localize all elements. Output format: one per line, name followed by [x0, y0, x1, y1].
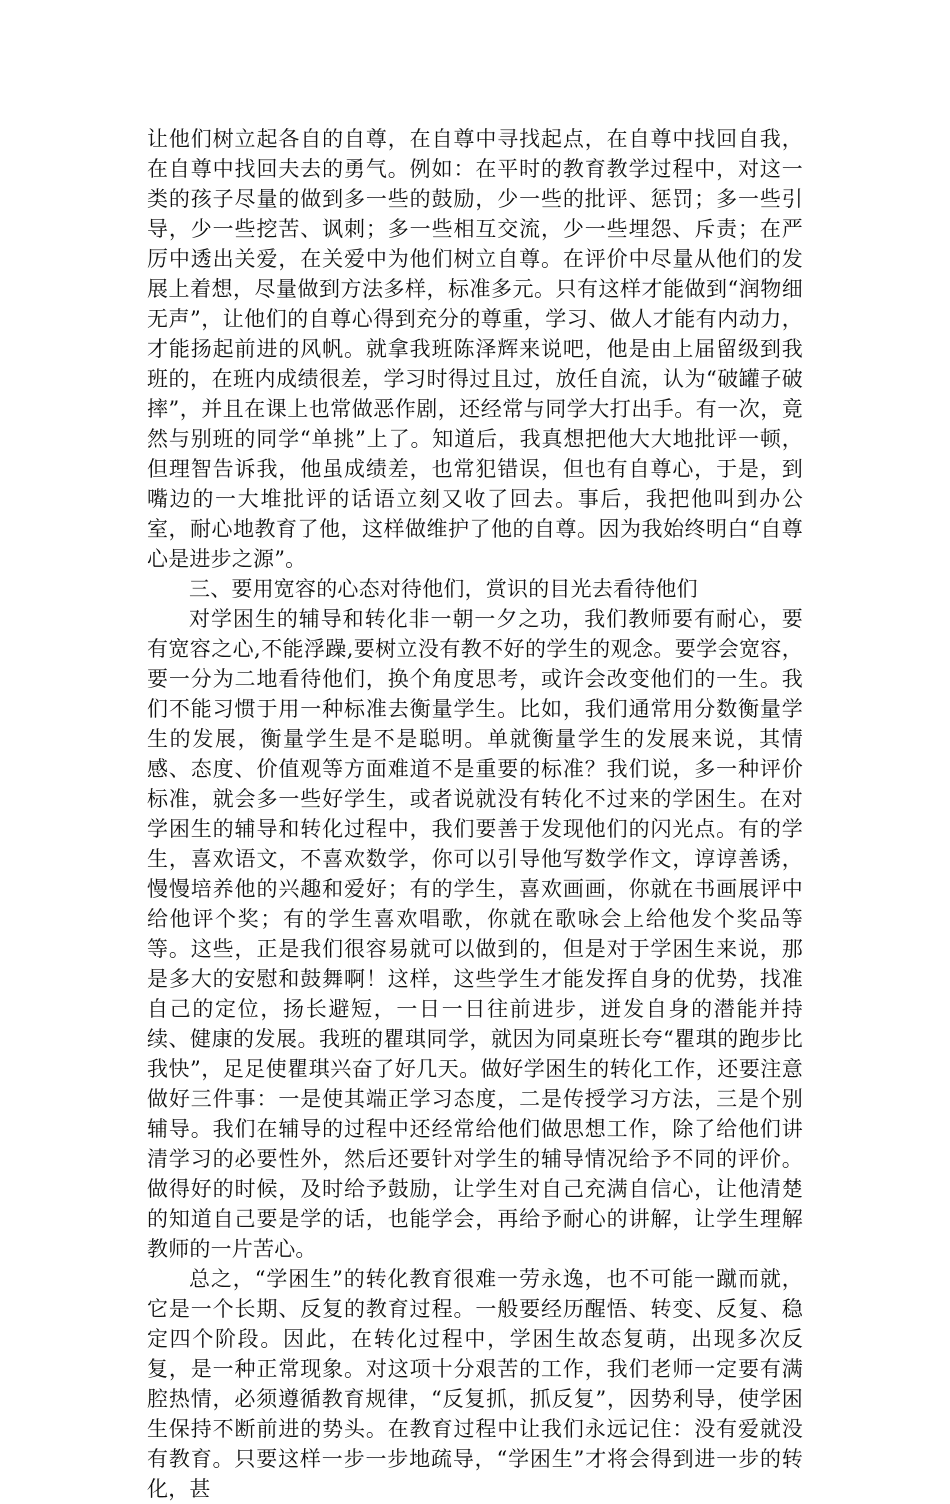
paragraph-tolerance: 对学困生的辅导和转化非一朝一夕之功，我们教师要有耐心，要有宽容之心,不能浮躁,要树立没有教不好的学生的观念。要学会宽容，要一分为二地看待他们，换个角度思考，或许会改变他们的一生。我们不能习惯于用一种标准去衡量学生。比如，我们通常用分数衡量学生的发展，衡量学生是不是聪明。单就衡量学生的发展来说，其情感、态度、价值观等方面难道不是重要的标准？我们说，多一种评价标准，就会多一些好学生，或者说就没有转化不过来的学困生。在对学困生的辅导和转化过程中，我们要善于发现他们的闪光点。有的学生，喜欢语文，不喜欢数学，你可以引导他写数学作文，谆谆善诱，慢慢培养他的兴趣和爱好；有的学生，喜欢画画，你就在书画展评中给他评个奖；有的学生喜欢唱歌，你就在歌咏会上给他发个奖品等等。这些，正是我们很容易就可以做到的，但是对于学困生来说，那是多大的安慰和鼓舞啊！这样，这些学生才能发挥自身的优势，找准自己的定位，扬长避短，一日一日往前进步，迸发自身的潜能并持续、健康的发展。我班的瞿琪同学，就因为同桌班长夸“瞿琪的跑步比我快”，足足使瞿琪兴奋了好几天。做好学困生的转化工作，还要注意做好三件事：一是使其端正学习态度，二是传授学习方法，三是个别辅导。我们在辅导的过程中还经常给他们做思想工作，除了给他们讲清学习的必要性外，然后还要针对学生的辅导情况给予不同的评价。做得好的时候，及时给予鼓励，让学生对自己充满自信心，让他清楚的知道自己要是学的话，也能学会，再给予耐心的讲解，让学生理解教师的一片苦心。 [147, 607, 803, 1261]
paragraph-self-esteem: 让他们树立起各自的自尊，在自尊中寻找起点，在自尊中找回自我，在自尊中找回夫去的勇气。例如：在平时的教育教学过程中，对这一类的孩子尽量的做到多一些的鼓励，少一些的批评、惩罚；多一些引导，少一些挖苦、讽刺；多一些相互交流，少一些埋怨、斥责；在严厉中透出关爱，在关爱中为他们树立自尊。在评价中尽量从他们的发展上着想，尽量做到方法多样，标准多元。只有这样才能做到“润物细无声”，让他们的自尊心得到充分的尊重，学习、做人才能有内动力，才能扬起前进的风帆。就拿我班陈泽辉来说吧，他是由上届留级到我班的，在班内成绩很差，学习时得过且过，放任自流，认为“破罐子破摔”，并且在课上也常做恶作剧，还经常与同学大打出手。有一次，竟然与别班的同学“单挑”上了。知道后，我真想把他大大地批评一顿，但理智告诉我，他虽成绩差，也常犯错误，但也有自尊心，于是，到嘴边的一大堆批评的话语立刻又收了回去。事后，我把他叫到办公室，耐心地教育了他，这样做维护了他的自尊。因为我始终明白“自尊心是进步之源”。 [147, 127, 803, 571]
document-body [147, 124, 803, 1504]
section-heading-tolerance: 三、要用宽容的心态对待他们，赏识的目光去看待他们 [189, 577, 698, 601]
paragraph-conclusion: 总之，“学困生”的转化教育很难一劳永逸，也不可能一蹴而就，它是一个长期、反复的教育过程。一般要经历醒悟、转变、反复、稳定四个阶段。因此，在转化过程中，学困生故态复萌，出现多次反复，是一种正常现象。对这项十分艰苦的工作，我们老师一定要有满腔热情，必须遵循教育规律，“反复抓，抓反复”，因势利导，使学困生保持不断前进的势头。在教育过程中让我们永远记住：没有爱就没有教育。只要这样一步一步地疏导，“学困生”才将会得到进一步的转化，甚 [147, 1267, 803, 1501]
